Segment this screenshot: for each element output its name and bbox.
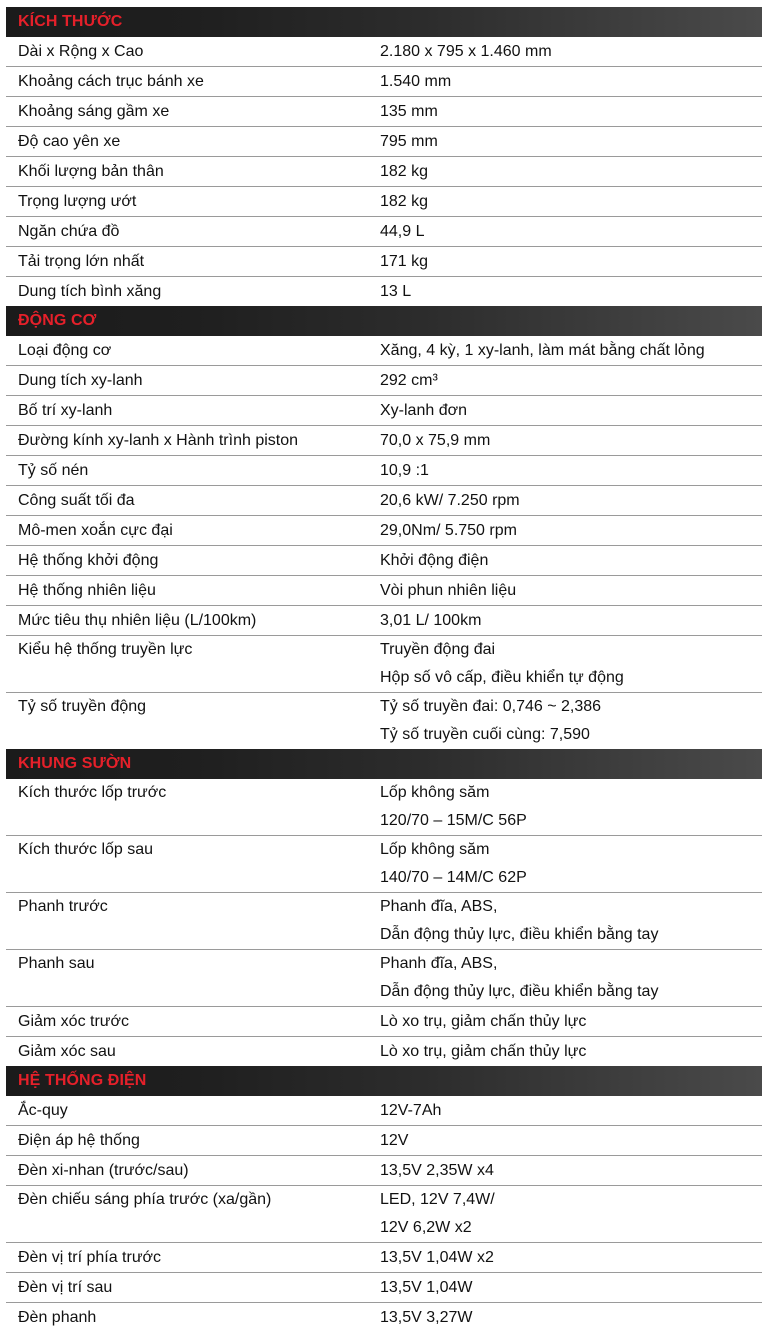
- spec-label-cell: [6, 636, 368, 692]
- spec-value: 13,5V 3,27W: [380, 1309, 473, 1326]
- spec-label-cell: [6, 247, 368, 276]
- spec-label: Ắc-quy: [18, 1102, 68, 1119]
- spec-value-cell: [368, 693, 762, 749]
- spec-row: [6, 157, 762, 187]
- spec-value-cell: [368, 456, 762, 485]
- spec-label: Khối lượng bản thân: [18, 163, 164, 180]
- spec-row: [6, 516, 762, 546]
- spec-label: Điện áp hệ thống: [18, 1132, 140, 1149]
- spec-value: 120/70 – 15M/C 56P: [380, 812, 527, 829]
- spec-row: [6, 97, 762, 127]
- spec-value: 3,01 L/ 100km: [380, 612, 482, 629]
- spec-row: [6, 247, 762, 277]
- spec-section: [0, 1066, 768, 1332]
- spec-label-cell: [6, 893, 368, 949]
- spec-value: Phanh đĩa, ABS,: [380, 955, 498, 972]
- spec-label: Khoảng sáng gầm xe: [18, 103, 170, 120]
- spec-value-cell: [368, 396, 762, 425]
- spec-label: Tỷ số truyền động: [18, 698, 147, 715]
- spec-value-cell: [368, 366, 762, 395]
- spec-row: [6, 1303, 762, 1332]
- spec-value: Lốp không săm: [380, 784, 490, 801]
- spec-label: Dung tích xy-lanh: [18, 372, 143, 389]
- section-rows: [0, 37, 768, 306]
- spec-row: [6, 187, 762, 217]
- spec-label-cell: [6, 187, 368, 216]
- spec-label: Kích thước lốp trước: [18, 784, 167, 801]
- spec-row: [6, 1186, 762, 1243]
- spec-label-cell: [6, 1243, 368, 1272]
- spec-label-cell: [6, 97, 368, 126]
- spec-value-cell: [368, 1156, 762, 1185]
- spec-label-cell: [6, 426, 368, 455]
- spec-value: Hộp số vô cấp, điều khiển tự động: [380, 669, 624, 686]
- spec-value: Dẫn động thủy lực, điều khiển bằng tay: [380, 926, 659, 943]
- spec-label: Hệ thống khởi động: [18, 552, 159, 569]
- spec-value: 20,6 kW/ 7.250 rpm: [380, 492, 520, 509]
- spec-label: Đèn xi-nhan (trước/sau): [18, 1162, 189, 1179]
- spec-label: Tỷ số nén: [18, 462, 89, 479]
- spec-label-cell: [6, 836, 368, 892]
- spec-row: [6, 1273, 762, 1303]
- spec-label: Đường kính xy-lanh x Hành trình piston: [18, 432, 299, 449]
- section-header: [6, 7, 762, 37]
- spec-label-cell: [6, 516, 368, 545]
- spec-label: Mô-men xoắn cực đại: [18, 522, 173, 539]
- spec-value-cell: [368, 950, 762, 1006]
- spec-value-cell: [368, 636, 762, 692]
- spec-section: [0, 749, 768, 1066]
- spec-label-cell: [6, 1096, 368, 1125]
- spec-value-cell: [368, 546, 762, 575]
- spec-label-cell: [6, 950, 368, 1006]
- spec-value: 12V-7Ah: [380, 1102, 442, 1119]
- spec-label-cell: [6, 37, 368, 66]
- spec-label: Dung tích bình xăng: [18, 283, 162, 300]
- spec-label-cell: [6, 1186, 368, 1242]
- spec-value: Khởi động điện: [380, 552, 489, 569]
- spec-row: [6, 546, 762, 576]
- spec-value-cell: [368, 1186, 762, 1242]
- spec-row: [6, 1156, 762, 1186]
- spec-value-cell: [368, 217, 762, 246]
- spec-value: Tỷ số truyền cuối cùng: 7,590: [380, 726, 590, 743]
- spec-row: [6, 456, 762, 486]
- spec-value: Vòi phun nhiên liệu: [380, 582, 517, 599]
- section-title: KHUNG SƯỜN: [18, 755, 132, 772]
- spec-section: [0, 306, 768, 749]
- section-title: KÍCH THƯỚC: [18, 13, 123, 30]
- spec-value-cell: [368, 187, 762, 216]
- spec-label-cell: [6, 336, 368, 365]
- spec-label: Công suất tối đa: [18, 492, 135, 509]
- spec-value: 12V 6,2W x2: [380, 1219, 472, 1236]
- spec-row: [6, 336, 762, 366]
- spec-value-cell: [368, 516, 762, 545]
- spec-label: Dài x Rộng x Cao: [18, 43, 144, 60]
- spec-row: [6, 576, 762, 606]
- spec-label: Loại động cơ: [18, 342, 112, 359]
- spec-value-cell: [368, 1243, 762, 1272]
- spec-value-cell: [368, 426, 762, 455]
- spec-value: 135 mm: [380, 103, 438, 120]
- spec-label: Ngăn chứa đồ: [18, 223, 120, 240]
- section-title: ĐỘNG CƠ: [18, 312, 97, 329]
- spec-value-cell: [368, 157, 762, 186]
- spec-row: [6, 779, 762, 836]
- spec-section: [0, 7, 768, 306]
- section-header: [6, 306, 762, 336]
- spec-value: 13,5V 1,04W x2: [380, 1249, 494, 1266]
- spec-value: 182 kg: [380, 163, 429, 180]
- spec-row: [6, 836, 762, 893]
- spec-value: 171 kg: [380, 253, 429, 270]
- spec-value-cell: [368, 277, 762, 306]
- spec-value-cell: [368, 37, 762, 66]
- spec-label-cell: [6, 1126, 368, 1155]
- spec-value-cell: [368, 836, 762, 892]
- spec-label-cell: [6, 456, 368, 485]
- spec-label-cell: [6, 1156, 368, 1185]
- spec-value: Xy-lanh đơn: [380, 402, 467, 419]
- spec-row: [6, 426, 762, 456]
- spec-value: 795 mm: [380, 133, 438, 150]
- spec-value-cell: [368, 486, 762, 515]
- spec-value: 292 cm³: [380, 372, 438, 389]
- section-header: [6, 749, 762, 779]
- spec-row: [6, 396, 762, 426]
- spec-value-cell: [368, 247, 762, 276]
- spec-label: Đèn phanh: [18, 1309, 97, 1326]
- spec-label-cell: [6, 67, 368, 96]
- spec-label-cell: [6, 486, 368, 515]
- spec-row: [6, 486, 762, 516]
- spec-value-cell: [368, 127, 762, 156]
- spec-value: Lò xo trụ, giảm chấn thủy lực: [380, 1043, 587, 1060]
- spec-label: Trọng lượng ướt: [18, 193, 137, 210]
- spec-value: 44,9 L: [380, 223, 425, 240]
- spec-label: Tải trọng lớn nhất: [18, 253, 145, 270]
- spec-value: Tỷ số truyền đai: 0,746 ~ 2,386: [380, 698, 602, 715]
- spec-row: [6, 693, 762, 749]
- spec-label: Giảm xóc trước: [18, 1013, 129, 1030]
- spec-label: Hệ thống nhiên liệu: [18, 582, 156, 599]
- spec-label-cell: [6, 1273, 368, 1302]
- spec-row: [6, 636, 762, 693]
- spec-label-cell: [6, 606, 368, 635]
- spec-value: Lốp không săm: [380, 841, 490, 858]
- spec-value-cell: [368, 97, 762, 126]
- spec-label-cell: [6, 277, 368, 306]
- spec-label: Phanh trước: [18, 898, 108, 915]
- spec-value-cell: [368, 336, 762, 365]
- spec-label: Khoảng cách trục bánh xe: [18, 73, 204, 90]
- spec-value: 182 kg: [380, 193, 429, 210]
- spec-label-cell: [6, 1037, 368, 1066]
- spec-value-cell: [368, 1273, 762, 1302]
- section-header: [6, 1066, 762, 1096]
- spec-value-cell: [368, 1096, 762, 1125]
- spec-label: Giảm xóc sau: [18, 1043, 116, 1060]
- spec-row: [6, 893, 762, 950]
- spec-label: Đèn chiếu sáng phía trước (xa/gần): [18, 1191, 272, 1208]
- section-rows: [0, 779, 768, 1066]
- spec-value: 2.180 x 795 x 1.460 mm: [380, 43, 552, 60]
- spec-value-cell: [368, 67, 762, 96]
- spec-label-cell: [6, 366, 368, 395]
- spec-value: 70,0 x 75,9 mm: [380, 432, 491, 449]
- spec-label-cell: [6, 779, 368, 835]
- spec-value: LED, 12V 7,4W/: [380, 1191, 495, 1208]
- spec-row: [6, 1037, 762, 1066]
- spec-label: Bố trí xy-lanh: [18, 402, 113, 419]
- spec-row: [6, 1243, 762, 1273]
- spec-value-cell: [368, 606, 762, 635]
- spec-value-cell: [368, 1007, 762, 1036]
- spec-row: [6, 277, 762, 306]
- section-rows: [0, 1096, 768, 1332]
- spec-label-cell: [6, 546, 368, 575]
- spec-row: [6, 217, 762, 247]
- spec-label: Kiểu hệ thống truyền lực: [18, 641, 193, 658]
- spec-label: Đèn vị trí sau: [18, 1279, 113, 1296]
- spec-row: [6, 950, 762, 1007]
- spec-value: 13,5V 1,04W: [380, 1279, 473, 1296]
- spec-value: Truyền động đai: [380, 641, 496, 658]
- spec-value-cell: [368, 1126, 762, 1155]
- spec-value-cell: [368, 893, 762, 949]
- spec-value: 1.540 mm: [380, 73, 452, 90]
- spec-label-cell: [6, 1007, 368, 1036]
- spec-label-cell: [6, 217, 368, 246]
- spec-label-cell: [6, 396, 368, 425]
- spec-value: Phanh đĩa, ABS,: [380, 898, 498, 915]
- section-rows: [0, 336, 768, 749]
- spec-value: 12V: [380, 1132, 409, 1149]
- spec-row: [6, 606, 762, 636]
- spec-value-cell: [368, 779, 762, 835]
- spec-row: [6, 1126, 762, 1156]
- spec-label: Độ cao yên xe: [18, 133, 121, 150]
- spec-row: [6, 127, 762, 157]
- spec-row: [6, 1096, 762, 1126]
- spec-value: Dẫn động thủy lực, điều khiển bằng tay: [380, 983, 659, 1000]
- spec-label: Phanh sau: [18, 955, 95, 972]
- spec-row: [6, 67, 762, 97]
- spec-value-cell: [368, 576, 762, 605]
- spec-label-cell: [6, 693, 368, 749]
- spec-value: 13,5V 2,35W x4: [380, 1162, 494, 1179]
- spec-label: Kích thước lốp sau: [18, 841, 154, 858]
- spec-value: 29,0Nm/ 5.750 rpm: [380, 522, 517, 539]
- spec-value: 13 L: [380, 283, 412, 300]
- spec-value: Lò xo trụ, giảm chấn thủy lực: [380, 1013, 587, 1030]
- spec-row: [6, 366, 762, 396]
- section-title: HỆ THỐNG ĐIỆN: [18, 1072, 147, 1089]
- spec-row: [6, 1007, 762, 1037]
- spec-value-cell: [368, 1303, 762, 1332]
- spec-label-cell: [6, 576, 368, 605]
- spec-row: [6, 37, 762, 67]
- spec-label-cell: [6, 1303, 368, 1332]
- spec-label-cell: [6, 157, 368, 186]
- spec-value: 10,9 :1: [380, 462, 429, 479]
- spec-label: Đèn vị trí phía trước: [18, 1249, 162, 1266]
- spec-value-cell: [368, 1037, 762, 1066]
- spec-label: Mức tiêu thụ nhiên liệu (L/100km): [18, 612, 257, 629]
- spec-value: Xăng, 4 kỳ, 1 xy-lanh, làm mát bằng chất lỏng: [380, 342, 705, 359]
- spec-value: 140/70 – 14M/C 62P: [380, 869, 527, 886]
- spec-label-cell: [6, 127, 368, 156]
